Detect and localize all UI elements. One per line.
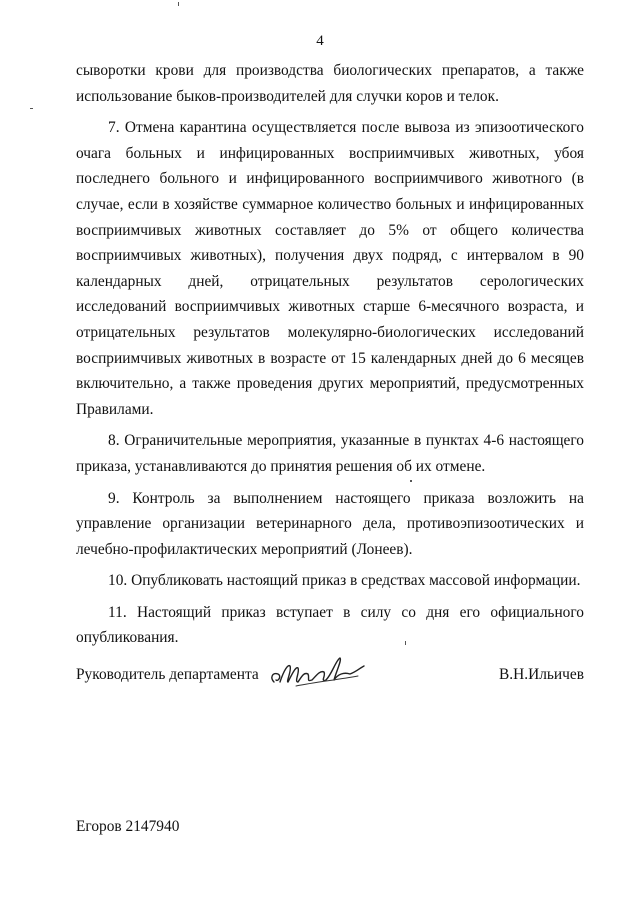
scan-speck xyxy=(30,108,33,109)
item-8-paragraph: 8. Ограничительные мероприятия, указанные в пунктах 4-6 настоящего приказа, устанавливаются до принятия решения об их отмене. xyxy=(76,432,584,475)
item-11-paragraph: 11. Настоящий приказ вступает в силу со дня его официального опубликования. xyxy=(76,603,584,647)
item-7-paragraph: 7. Отмена карантина осуществляется после вывоза из эпизоотического очага больных и инфицированных восприимчивых животных, убоя последнего больного и инфицированного восприимчивого животного (в случае, если в хозяйстве суммарное количество больных и инфицированных восприимчивых животных составляет до 5% от общего количества восприимчивых животных), получения двух подряд, с интервалом в 90 календарных дней, отрицательных результатов серологических исследований восприимчивых животных старше 6-месячного возраста, и отрицательных результатов молекулярно-биологических исследований восприимчивых животных в возрасте от 15 календарных дней до 6 месяцев включительно, а также проведения других мероприятий, предусмотренных Правилами. xyxy=(76,119,584,418)
signatory-title: Руководитель департамента xyxy=(76,666,259,683)
document-body xyxy=(76,58,584,651)
signature-block xyxy=(76,660,584,696)
page-number: 4 xyxy=(316,33,324,49)
item-10-paragraph: 10. Опубликовать настоящий приказ в средствах массовой информации. xyxy=(108,572,581,590)
scan-speck xyxy=(178,2,179,6)
handwritten-signature xyxy=(266,652,366,692)
scan-speck xyxy=(410,480,412,482)
scan-speck xyxy=(405,641,406,645)
continuation-paragraph: сыворотки крови для производства биологических препаратов, а также использование быков-производителей для случки коров и телок. xyxy=(76,62,584,105)
executor-note: Егоров 2147940 xyxy=(76,818,180,835)
signatory-name: В.Н.Ильичев xyxy=(499,666,584,683)
item-9-paragraph: 9. Контроль за выполнением настоящего приказа возложить на управление организации ветеринарного дела, противоэпизоотических и лечебно-профилактических мероприятий (Лонеев). xyxy=(76,489,584,558)
